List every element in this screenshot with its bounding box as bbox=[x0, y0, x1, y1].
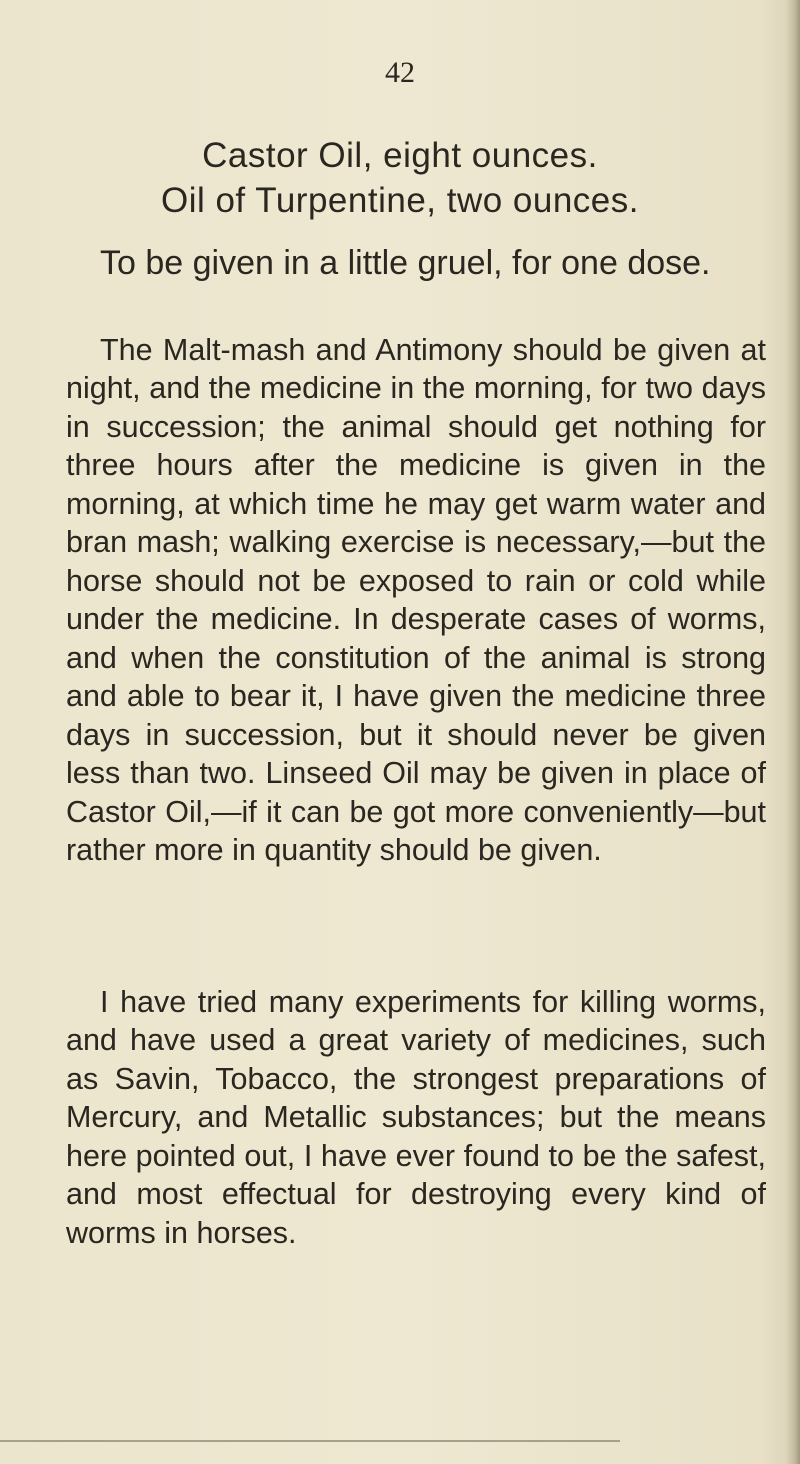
paragraph-medicine-schedule: The Malt-mash and Antimony should be given at night, and the medicine in the morning, for two days in succession; the animal should get nothing for three hours after the medicine is given in the morning, at which time he may get warm water and bran mash; walking exercise is necessary,—but the horse should not be exposed to rain or cold while under the medicine. In desperate cases of worms, and when the constitution of the animal is strong and able to bear it, I have given the medicine three days in succession, but it should never be given less than two. Linseed Oil may be given in place of Castor Oil,—if it can be got more conveniently—but rather more in quantity should be given. bbox=[66, 332, 766, 867]
recipe-line-turpentine: Oil of Turpentine, two ounces. bbox=[160, 181, 640, 220]
recipe-line-castor-oil: Castor Oil, eight ounces. bbox=[202, 136, 598, 175]
page-edge-shadow bbox=[786, 0, 800, 1464]
dose-instruction: To be given in a little gruel, for one dose. bbox=[100, 244, 711, 282]
paragraph-experiments: I have tried many experiments for killing worms, and have used a great variety of medicines, such as Savin, Tobacco, the strongest preparations of Mercury, and Metallic substances; but the means here pointed out, I have ever found to be the safest, and most effectual for destroying every kind of worms in horses. bbox=[66, 984, 766, 1250]
bottom-rule-divider bbox=[0, 1440, 620, 1442]
page-number: 42 bbox=[385, 56, 415, 89]
